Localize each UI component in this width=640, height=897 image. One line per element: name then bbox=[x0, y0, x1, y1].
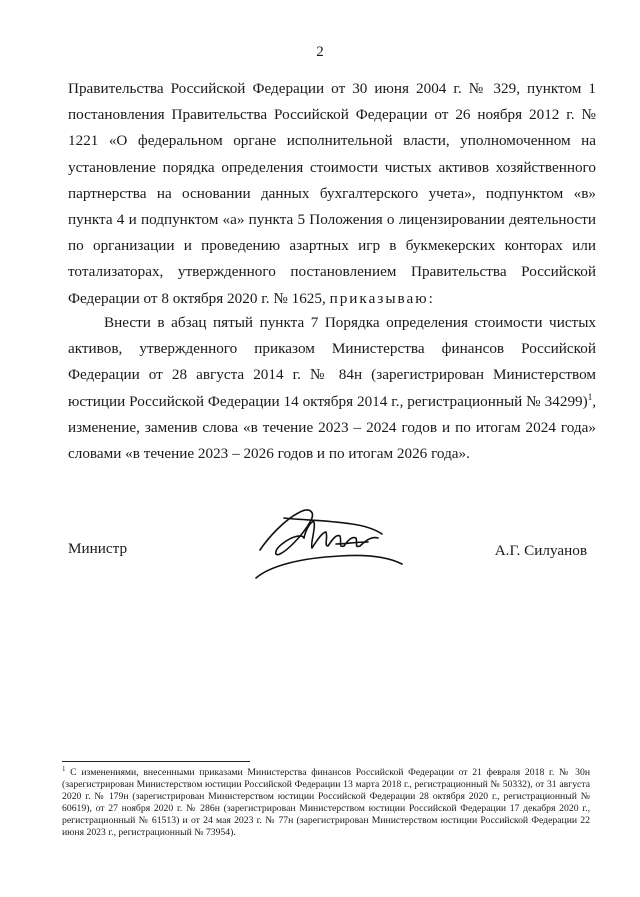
paragraph-legal-basis-text: Правительства Российской Федерации от 30 июня 2004 г. № 329, пунктом 1 постановления Правительства Российской Федерации от 26 ноября 2012 г. № 1221 «О федеральном органе исполнительной власти, уполномоченном на установление порядка определения стоимости чистых активов хозяйственного партнерства на основании данных бухгалтерского учета», подпунктом «в» пункта 4 и подпунктом «а» пункта 5 Положения о лицензировании деятельности по организации и проведению азартных игр в букмекерских конторах или тотализаторах, утвержденного постановлением Правительства Российской Федерации от 8 октября 2020 г. № 1625, bbox=[68, 80, 596, 307]
footnote-divider bbox=[62, 761, 250, 762]
footnote-marker: 1 bbox=[62, 764, 66, 773]
paragraph-amendment-text-end: , изменение, заменив слова «в течение 2023 – 2024 годов и по итогам 2024 года» словами «в течение 2023 – 2026 годов и по итогам 2026 года». bbox=[68, 392, 596, 463]
footnote-reference[interactable]: 1 bbox=[587, 391, 593, 402]
order-word: приказываю: bbox=[329, 289, 435, 307]
footnote bbox=[62, 764, 590, 840]
paragraph-amendment bbox=[68, 310, 596, 467]
handwritten-signature bbox=[240, 498, 420, 588]
signer-name: А.Г. Силуанов bbox=[494, 542, 587, 559]
signer-position: Министр bbox=[68, 540, 128, 557]
footnote-text: С изменениями, внесенными приказами Министерства финансов Российской Федерации от 21 февраля 2018 г. № 30н (зарегистрирован Министерством юстиции Российской Федерации 13 марта 2018 г., регистрационный № 50332), от 31 августа 2020 г. № 179н (зарегистрирован Министерством юстиции Российской Федерации 28 октября 2020 г., регистрационный № 60619), от 27 ноября 2020 г. № 286н (зарегистрирован Министерством юстиции Российской Федерации 17 декабря 2020 г., регистрационный № 61513) и от 24 мая 2023 г. № 77н (зарегистрирован Министерством юстиции Российской Федерации 22 июня 2023 г., регистрационный № 73954). bbox=[62, 767, 590, 839]
paragraph-amendment-text: Внести в абзац пятый пункта 7 Порядка определения стоимости чистых активов, утвержденного приказом Министерства финансов Российской Федерации от 28 августа 2014 г. № 84н (зарегистрирован Министерством юстиции Российской Федерации 14 октября 2014 г., регистрационный № 34299) bbox=[68, 314, 596, 410]
page-number: 2 bbox=[316, 44, 324, 60]
paragraph-legal-basis bbox=[68, 76, 596, 312]
